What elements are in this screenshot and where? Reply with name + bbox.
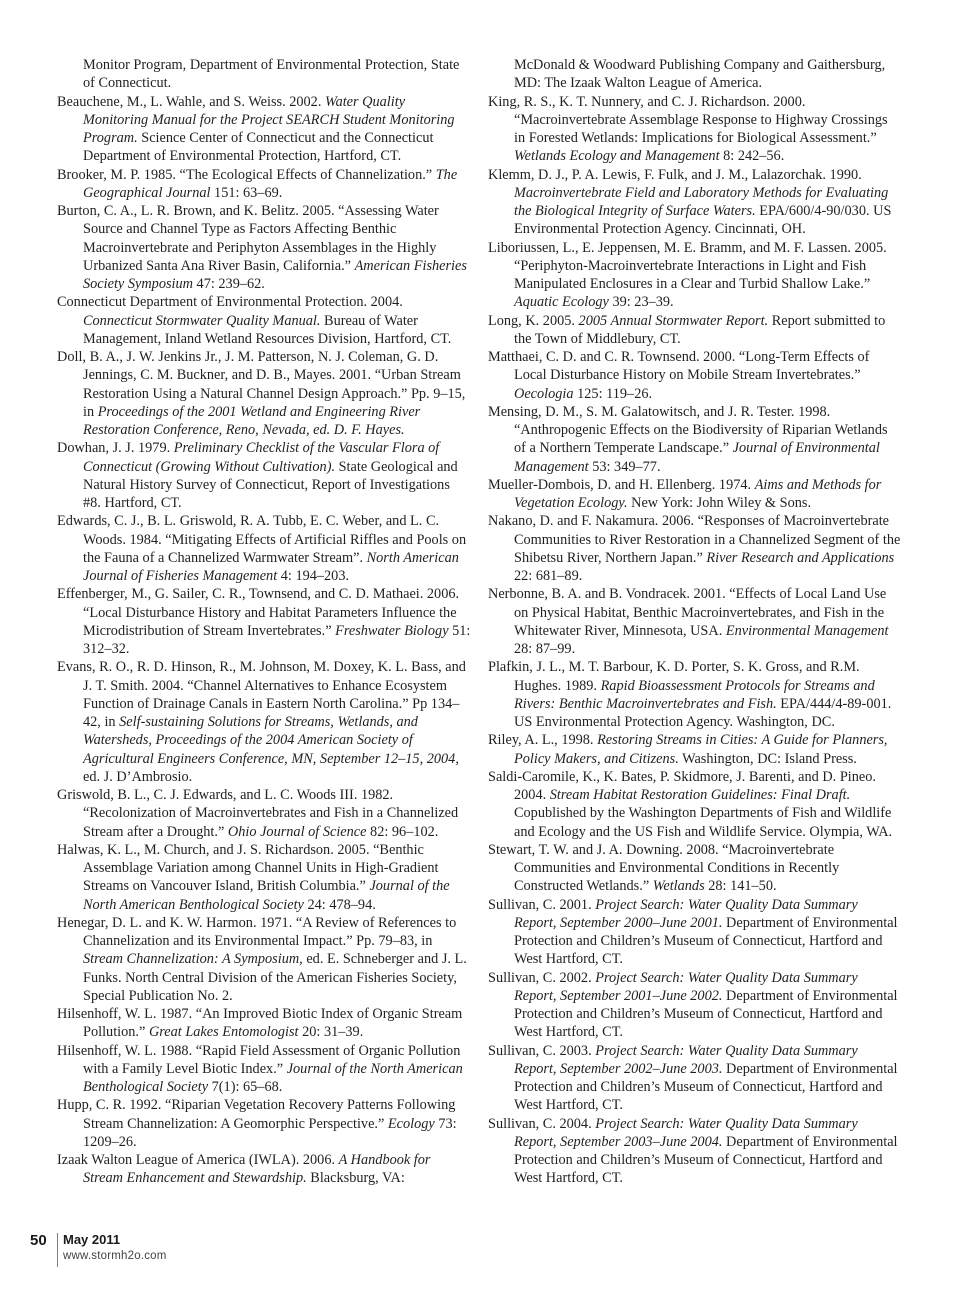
reference-text: 39: 23–39.	[608, 294, 674, 311]
reference-text: Griswold, B. L., C. J. Edwards, and L. C. Woods III. 1982. “Recolonization of Macroinvertebrates and Fish in a Channelized Stream after a Drought.”	[57, 787, 459, 840]
reference-text: Report submitted to the Town of Middlebury, CT.	[514, 312, 886, 347]
reference-text: Long, K. 2005.	[488, 312, 579, 329]
reference-text: Dowhan, J. J. 1979.	[57, 440, 174, 457]
reference-text: Department of Environmental Protection and Children’s Museum of Connecticut, Hartford and West Hartford, CT.	[514, 987, 898, 1041]
reference-title: Journal of the North American Benthological Society	[83, 1060, 463, 1095]
reference-text: Liboriussen, L., E. Jeppensen, M. E. Bramm, and M. F. Lassen. 2005. “Periphyton-Macroinvertebrate Interactions in Light and Fish Manipulated Enclosures in a Clear and Turbid Shallow Lake.”	[488, 239, 887, 292]
issue-date: May 2011	[63, 1232, 121, 1247]
reference-entry	[488, 239, 902, 312]
reference-text: Halwas, K. L., M. Church, and J. S. Richardson. 2005. “Benthic Assemblage Variation among Channel Units in High-Gradient Streams on Vancouver Island, British Columbia.”	[57, 841, 439, 895]
reference-title: Journal of the North American Benthological Society	[83, 878, 450, 913]
reference-entry	[488, 512, 902, 585]
reference-text: Matthaei, C. D. and C. R. Townsend. 2000. “Long-Term Effects of Local Disturbance History on Mobile Stream Invertebrates.”	[488, 349, 870, 384]
reference-title: Restoring Streams in Cities: A Guide for Planners, Policy Makers, and Citizens.	[514, 732, 888, 767]
reference-text: Plafkin, J. L., M. T. Barbour, K. D. Porter, S. K. Gross, and R.M. Hughes. 1989.	[488, 659, 860, 694]
reference-entry	[488, 348, 902, 403]
reference-text: Department of Environmental Protection and Children’s Museum of Connecticut, Hartford and West Hartford, CT.	[514, 914, 898, 968]
reference-entry	[57, 1151, 471, 1188]
reference-text: Burton, C. A., L. R. Brown, and K. Belitz. 2005. “Assessing Water Source and Channel Type as Factors Affecting Benthic Macroinvertebrate and Periphyton Assemblages in the Highly Urbanized Santa Ana River Basin, California.”	[57, 203, 439, 274]
reference-entry	[57, 166, 471, 203]
reference-title: Wetlands Ecology and Management	[514, 148, 720, 165]
reference-title: Rapid Bioassessment Protocols for Streams and Rivers: Benthic Macroinvertebrates and Fish.	[514, 677, 875, 712]
reference-text: 24: 478–94.	[303, 896, 376, 913]
reference-title: Stream Channelization: A Symposium,	[83, 951, 303, 968]
reference-entry	[488, 93, 902, 166]
reference-text: 47: 239–62.	[192, 276, 265, 292]
reference-text: Science Center of Connecticut and the Connecticut Department of Environmental Protection, Hartford, CT.	[83, 130, 434, 165]
reference-text: Mueller-Dombois, D. and H. Ellenberg. 1974.	[488, 476, 755, 493]
reference-entry	[488, 1115, 902, 1188]
reference-text: Copublished by the Washington Departments of Fish and Wildlife and Ecology and the US Fish and Wildlife Service. Olympia, WA.	[514, 805, 893, 840]
reference-entry	[57, 1096, 471, 1151]
reference-title: River Research and Applications	[706, 549, 895, 566]
reference-text: Hilsenhoff, W. L. 1987. “An Improved Biotic Index of Organic Stream Pollution.”	[57, 1006, 463, 1041]
reference-title: Macroinvertebrate Field and Laboratory Methods for Evaluating the Biological Integrity of Surface Waters.	[514, 184, 889, 219]
reference-entry	[57, 1042, 471, 1097]
reference-text: Stewart, T. W. and J. A. Downing. 2008. “Macroinvertebrate Communities and Environmental Conditions in Recently Constructed Wetlands.”	[488, 841, 840, 895]
reference-title: Journal of Environmental Management	[514, 440, 880, 475]
reference-text: King, R. S., K. T. Nunnery, and C. J. Richardson. 2000. “Macroinvertebrate Assemblage Response to Highway Crossings in Forested Wetlands: Implications for Biological Assessment.”	[488, 93, 888, 146]
reference-text: Mensing, D. M., S. M. Galatowitsch, and J. R. Tester. 1998. “Anthropogenic Effects on the Biodiversity of Riparian Wetlands of a Northern Temperate Landscape.”	[488, 403, 888, 457]
reference-entry	[488, 476, 902, 513]
reference-text: 53: 349–77.	[588, 458, 661, 475]
reference-entry	[488, 896, 902, 969]
reference-title: Water Quality Monitoring Manual for the Project SEARCH Student Monitoring Program.	[83, 93, 455, 146]
references-left-column	[57, 56, 471, 1188]
reference-entry	[57, 439, 471, 512]
reference-title: Preliminary Checklist of the Vascular Flora of Connecticut (Growing Without Cultivation).	[83, 440, 440, 475]
reference-entry	[488, 658, 902, 731]
reference-text: New York: John Wiley & Sons.	[627, 495, 812, 511]
reference-title: A Handbook for Stream Enhancement and Stewardship.	[83, 1152, 431, 1187]
reference-entry	[57, 93, 471, 166]
reference-title: Proceedings of the 2001 Wetland and Engineering River Restoration Conference, Reno, Nevada, ed. D. F. Hayes.	[83, 403, 421, 438]
reference-text: 82: 96–102.	[366, 823, 439, 840]
reference-text: Doll, B. A., J. W. Jenkins Jr., J. M. Patterson, N. J. Coleman, G. D. Jennings, C. M. Buckner, and D. B., Mayes. 2001. “Urban Stream Restoration Using a Natural Channel Design Approach.” Pp. 9–15, in	[57, 349, 466, 420]
reference-entry	[488, 403, 902, 476]
reference-title: Ecology	[387, 1115, 435, 1132]
website-url[interactable]: www.stormh2o.com	[63, 1250, 167, 1262]
reference-title: Project Search: Water Quality Data Summary Report, September 2000–June 2001.	[514, 896, 858, 931]
reference-title: Connecticut Stormwater Quality Manual.	[83, 312, 321, 329]
reference-text: Nerbonne, B. A. and B. Vondracek. 2001. “Effects of Local Land Use on Physical Habitat, Benthic Macroinvertebrates, and Fish in the Whitewater River, Minnesota, USA.	[488, 586, 887, 639]
reference-title: Oecologia	[514, 385, 574, 402]
reference-text: Connecticut Department of Environmental Protection. 2004.	[57, 294, 403, 311]
footer-divider	[57, 1233, 58, 1267]
reference-text: Department of Environmental Protection and Children’s Museum of Connecticut, Hartford and West Hartford, CT.	[514, 1060, 898, 1114]
reference-title: 2005 Annual Stormwater Report.	[578, 312, 769, 329]
reference-text: Saldi-Caromile, K., K. Bates, P. Skidmore, J. Barenti, and D. Pineo. 2004.	[488, 768, 876, 803]
reference-text: Sullivan, C. 2004.	[488, 1115, 596, 1132]
reference-entry	[57, 658, 471, 786]
reference-title: Project Search: Water Quality Data Summary Report, September 2002–June 2003.	[514, 1042, 858, 1077]
reference-text: EPA/444/4-89-001. US Environmental Protection Agency. Washington, DC.	[514, 695, 892, 730]
reference-title: Self-sustaining Solutions for Streams, Wetlands, and Watersheds, Proceedings of the 2004 American Society of Agricultural Engineers Conference, MN, September 12–15, 2004,	[83, 714, 459, 767]
reference-entry	[488, 312, 902, 349]
reference-text: Washington, DC: Island Press.	[678, 750, 857, 767]
reference-text: 8: 242–56.	[719, 148, 785, 165]
reference-text: Hupp, C. R. 1992. “Riparian Vegetation Recovery Patterns Following Stream Channelization: A Geomorphic Perspective.”	[57, 1097, 456, 1132]
reference-entry	[488, 585, 902, 658]
reference-text: Department of Environmental Protection and Children’s Museum of Connecticut, Hartford and West Hartford, CT.	[514, 1133, 898, 1187]
reference-title: Great Lakes Entomologist	[148, 1024, 299, 1041]
reference-entry	[488, 731, 902, 768]
reference-title: Stream Habitat Restoration Guidelines: Final Draft.	[549, 787, 851, 803]
reference-entry	[57, 56, 471, 93]
reference-text: Monitor Program, Department of Environmental Protection, State of Connecticut.	[83, 57, 460, 92]
reference-text: McDonald & Woodward Publishing Company and Gaithersburg, MD: The Izaak Walton League of America.	[514, 57, 886, 92]
reference-title: North American Journal of Fisheries Management	[83, 549, 459, 584]
reference-entry	[57, 1005, 471, 1042]
reference-text: Bureau of Water Management, Inland Wetland Resources Division, Hartford, CT.	[83, 312, 452, 347]
reference-text: Sullivan, C. 2002.	[488, 969, 596, 986]
reference-entry	[488, 56, 902, 93]
reference-text: 151: 63–69.	[210, 184, 283, 201]
reference-text: Izaak Walton League of America (IWLA). 2006.	[57, 1152, 339, 1168]
reference-text: 51: 312–32.	[83, 622, 471, 657]
reference-text: Sullivan, C. 2003.	[488, 1042, 596, 1059]
reference-entry	[57, 786, 471, 841]
reference-text: Blacksburg, VA:	[306, 1170, 405, 1187]
reference-entry	[488, 841, 902, 896]
reference-entry	[57, 841, 471, 914]
reference-entry	[488, 1042, 902, 1115]
reference-entry	[57, 914, 471, 1005]
reference-entry	[488, 166, 902, 239]
reference-text: Henegar, D. L. and K. W. Harmon. 1971. “A Review of References to Channelization and its Environmental Impact.” Pp. 79–83, in	[57, 914, 457, 949]
reference-text: Edwards, C. J., B. L. Griswold, R. A. Tubb, E. C. Weber, and L. C. Woods. 1984. “Mitigating Effects of Artificial Riffles and Pools on the Fauna of a Channelized Warmwater Stream”.	[57, 513, 467, 566]
page-number: 50	[30, 1232, 47, 1249]
reference-text: State Geological and Natural History Survey of Connecticut, Report of Investigations #8. Hartford, CT.	[83, 458, 458, 511]
reference-title: Aquatic Ecology	[514, 294, 609, 311]
reference-title: Ohio Journal of Science	[227, 823, 367, 840]
reference-text: Nakano, D. and F. Nakamura. 2006. “Responses of Macroinvertebrate Communities to River Restoration in a Channelized Segment of the Shibetsu River, Northern Japan.”	[488, 513, 901, 566]
reference-text: Riley, A. L., 1998.	[488, 732, 598, 749]
reference-text: 28: 87–99.	[514, 641, 576, 657]
reference-title: Freshwater Biology	[335, 622, 449, 639]
reference-title: Wetlands	[652, 878, 705, 895]
reference-text: 125: 119–26.	[573, 385, 653, 402]
reference-title: American Fisheries Society Symposium	[83, 257, 467, 292]
reference-text: 4: 194–203.	[277, 568, 350, 584]
reference-entry	[57, 293, 471, 348]
reference-text: Brooker, M. P. 1985. “The Ecological Effects of Channelization.”	[57, 166, 436, 183]
reference-title: Environmental Management	[725, 622, 889, 639]
reference-text: 22: 681–89.	[514, 568, 583, 584]
reference-text: ed. J. D’Ambrosio.	[83, 768, 193, 785]
reference-text: 7(1): 65–68.	[208, 1079, 283, 1095]
reference-entry	[488, 969, 902, 1042]
references-right-column	[488, 56, 902, 1188]
reference-title: Project Search: Water Quality Data Summary Report, September 2001–June 2002.	[514, 969, 858, 1004]
reference-text: ed. E. Schneberger and J. L. Funks. North Central Division of the American Fisheries Society, Special Publication No. 2.	[83, 951, 467, 1004]
reference-text: Effenberger, M., G. Sailer, C. R., Townsend, and C. D. Mathaei. 2006. “Local Disturbance History and Habitat Parameters Influence the Microdistribution of Stream Invertebrates.”	[57, 586, 460, 639]
reference-text: Evans, R. O., R. D. Hinson, R., M. Johnson, M. Doxey, K. L. Bass, and J. T. Smith. 2004. “Channel Alternatives to Enhance Ecosystem Function of Drainage Canals in Eastern North Carolina.” Pp 134–42, in	[57, 659, 466, 730]
reference-text: Hilsenhoff, W. L. 1988. “Rapid Field Assessment of Organic Pollution with a Family Level Biotic Index.”	[57, 1042, 461, 1077]
reference-text: 20: 31–39.	[298, 1024, 364, 1041]
reference-title: The Geographical Journal	[83, 166, 458, 201]
reference-text: 28: 141–50.	[704, 878, 777, 895]
reference-text: Klemm, D. J., P. A. Lewis, F. Fulk, and J. M., Lalazorchak. 1990.	[488, 166, 862, 183]
reference-entry	[57, 348, 471, 439]
reference-entry	[57, 585, 471, 658]
reference-title: Project Search: Water Quality Data Summary Report, September 2003–June 2004.	[514, 1115, 858, 1150]
reference-text: EPA/600/4-90/030. US Environmental Protection Agency. Cincinnati, OH.	[514, 203, 892, 238]
reference-entry	[488, 768, 902, 841]
reference-text: Beauchene, M., L. Wahle, and S. Weiss. 2002.	[57, 93, 325, 110]
reference-text: Sullivan, C. 2001.	[488, 896, 596, 913]
reference-title: Aims and Methods for Vegetation Ecology.	[514, 476, 882, 511]
reference-text: 73: 1209–26.	[83, 1115, 457, 1150]
reference-entry	[57, 202, 471, 293]
reference-entry	[57, 512, 471, 585]
